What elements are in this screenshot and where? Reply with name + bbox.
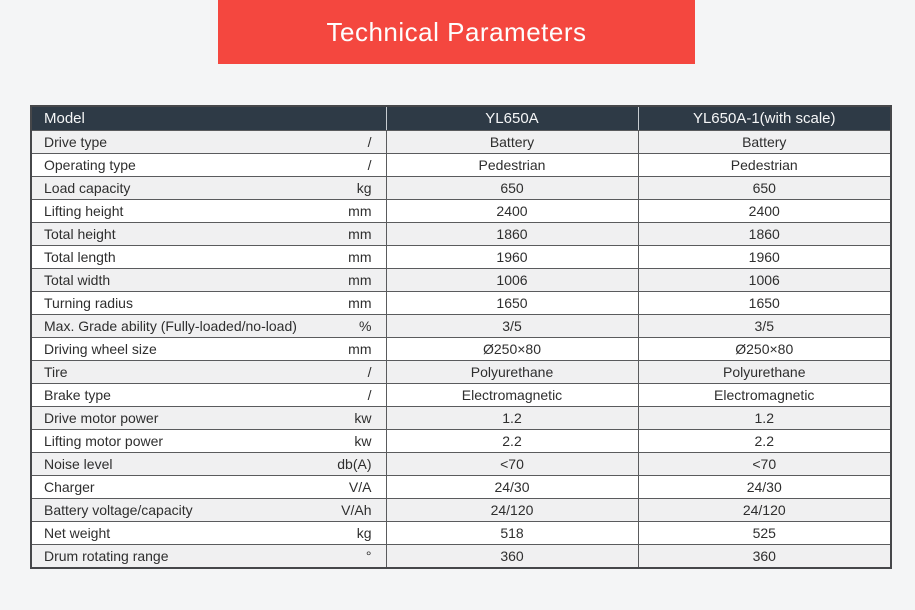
parameter-cell: [31, 177, 386, 200]
parameter-unit: kg: [356, 180, 372, 196]
parameter-unit: /: [367, 134, 372, 150]
table-row: [31, 361, 891, 384]
parameter-unit: /: [367, 157, 372, 173]
value-yl650a1: Battery: [638, 131, 891, 154]
value-yl650a: <70: [386, 453, 638, 476]
parameter-name: Operating type: [44, 157, 136, 173]
parameter-unit: mm: [348, 272, 372, 288]
table-row: [31, 384, 891, 407]
value-yl650a: 1960: [386, 246, 638, 269]
parameter-unit: mm: [348, 341, 372, 357]
parameter-name: Charger: [44, 479, 95, 495]
value-yl650a1: 360: [638, 545, 891, 569]
table-row: [31, 407, 891, 430]
parameter-name: Driving wheel size: [44, 341, 157, 357]
value-yl650a1: 2400: [638, 200, 891, 223]
parameter-name: Total length: [44, 249, 116, 265]
value-yl650a1: 1.2: [638, 407, 891, 430]
value-yl650a: Electromagnetic: [386, 384, 638, 407]
parameter-name: Brake type: [44, 387, 111, 403]
value-yl650a: 1860: [386, 223, 638, 246]
value-yl650a1: Electromagnetic: [638, 384, 891, 407]
table-row: [31, 292, 891, 315]
parameter-cell: [31, 131, 386, 154]
parameter-unit: kw: [354, 433, 372, 449]
value-yl650a1: 650: [638, 177, 891, 200]
parameter-name: Battery voltage/capacity: [44, 502, 193, 518]
parameter-cell: [31, 384, 386, 407]
parameter-cell: [31, 223, 386, 246]
table-row: [31, 545, 891, 569]
table-row: [31, 269, 891, 292]
parameter-unit: %: [359, 318, 372, 334]
parameter-unit: kg: [356, 525, 372, 541]
value-yl650a1: 1960: [638, 246, 891, 269]
parameter-cell: [31, 522, 386, 545]
value-yl650a1: 3/5: [638, 315, 891, 338]
parameter-name: Tire: [44, 364, 68, 380]
parameter-unit: mm: [348, 203, 372, 219]
value-yl650a: Ø250×80: [386, 338, 638, 361]
value-yl650a1: 2.2: [638, 430, 891, 453]
table-row: [31, 223, 891, 246]
value-yl650a: 1.2: [386, 407, 638, 430]
value-yl650a1: 24/120: [638, 499, 891, 522]
value-yl650a1: 24/30: [638, 476, 891, 499]
parameter-name: Turning radius: [44, 295, 133, 311]
parameter-cell: [31, 453, 386, 476]
parameter-cell: [31, 269, 386, 292]
table-row: [31, 338, 891, 361]
page-title: Technical Parameters: [326, 16, 587, 47]
table-body: [31, 131, 891, 569]
parameter-name: Noise level: [44, 456, 113, 472]
parameter-name: Max. Grade ability (Fully-loaded/no-load): [44, 318, 297, 334]
value-yl650a1: 1006: [638, 269, 891, 292]
parameter-unit: V/A: [348, 479, 372, 495]
parameter-name: Lifting motor power: [44, 433, 164, 449]
value-yl650a: Polyurethane: [386, 361, 638, 384]
value-yl650a1: 525: [638, 522, 891, 545]
value-yl650a: 650: [386, 177, 638, 200]
table-row: [31, 246, 891, 269]
parameter-name: Drive type: [44, 134, 108, 150]
header-model: Model: [31, 106, 386, 131]
value-yl650a1: Ø250×80: [638, 338, 891, 361]
table-row: [31, 476, 891, 499]
spec-table-wrap: [30, 105, 890, 569]
parameter-name: Net weight: [44, 525, 111, 541]
parameter-unit: /: [367, 387, 372, 403]
value-yl650a1: Polyurethane: [638, 361, 891, 384]
parameter-cell: [31, 292, 386, 315]
parameter-unit: mm: [348, 226, 372, 242]
table-row: [31, 200, 891, 223]
value-yl650a1: 1860: [638, 223, 891, 246]
parameter-cell: [31, 499, 386, 522]
parameter-name: Lifting height: [44, 203, 124, 219]
value-yl650a1: <70: [638, 453, 891, 476]
value-yl650a: 1650: [386, 292, 638, 315]
table-row: [31, 154, 891, 177]
parameter-unit: mm: [348, 249, 372, 265]
parameter-name: Drive motor power: [44, 410, 159, 426]
table-row: [31, 499, 891, 522]
table-row: [31, 177, 891, 200]
value-yl650a: Pedestrian: [386, 154, 638, 177]
parameter-cell: [31, 476, 386, 499]
value-yl650a1: Pedestrian: [638, 154, 891, 177]
parameter-unit: /: [367, 364, 372, 380]
parameter-name: Load capacity: [44, 180, 131, 196]
value-yl650a: 24/120: [386, 499, 638, 522]
value-yl650a1: 1650: [638, 292, 891, 315]
parameter-unit: mm: [348, 295, 372, 311]
table-row: [31, 453, 891, 476]
value-yl650a: 3/5: [386, 315, 638, 338]
parameter-unit: db(A): [337, 456, 372, 472]
header-model-yl650a1: YL650A-1(with scale): [638, 106, 891, 131]
value-yl650a: 518: [386, 522, 638, 545]
value-yl650a: 24/30: [386, 476, 638, 499]
parameter-unit: kw: [354, 410, 372, 426]
parameter-name: Drum rotating range: [44, 548, 169, 564]
parameter-cell: [31, 338, 386, 361]
table-row: [31, 430, 891, 453]
value-yl650a: 2400: [386, 200, 638, 223]
table-row: [31, 522, 891, 545]
parameter-cell: [31, 361, 386, 384]
technical-parameters-table: [30, 105, 892, 569]
parameter-name: Total height: [44, 226, 116, 242]
parameter-cell: [31, 545, 386, 569]
title-banner: [218, 0, 695, 64]
parameter-cell: [31, 407, 386, 430]
parameter-name: Total width: [44, 272, 111, 288]
table-header-row: [31, 106, 891, 131]
parameter-cell: [31, 154, 386, 177]
header-model-yl650a: YL650A: [386, 106, 638, 131]
parameter-cell: [31, 246, 386, 269]
value-yl650a: 1006: [386, 269, 638, 292]
value-yl650a: 360: [386, 545, 638, 569]
table-row: [31, 315, 891, 338]
parameter-cell: [31, 200, 386, 223]
table-row: [31, 131, 891, 154]
parameter-unit: °: [365, 548, 372, 564]
value-yl650a: 2.2: [386, 430, 638, 453]
parameter-cell: [31, 430, 386, 453]
value-yl650a: Battery: [386, 131, 638, 154]
parameter-unit: V/Ah: [341, 502, 372, 518]
parameter-cell: [31, 315, 386, 338]
